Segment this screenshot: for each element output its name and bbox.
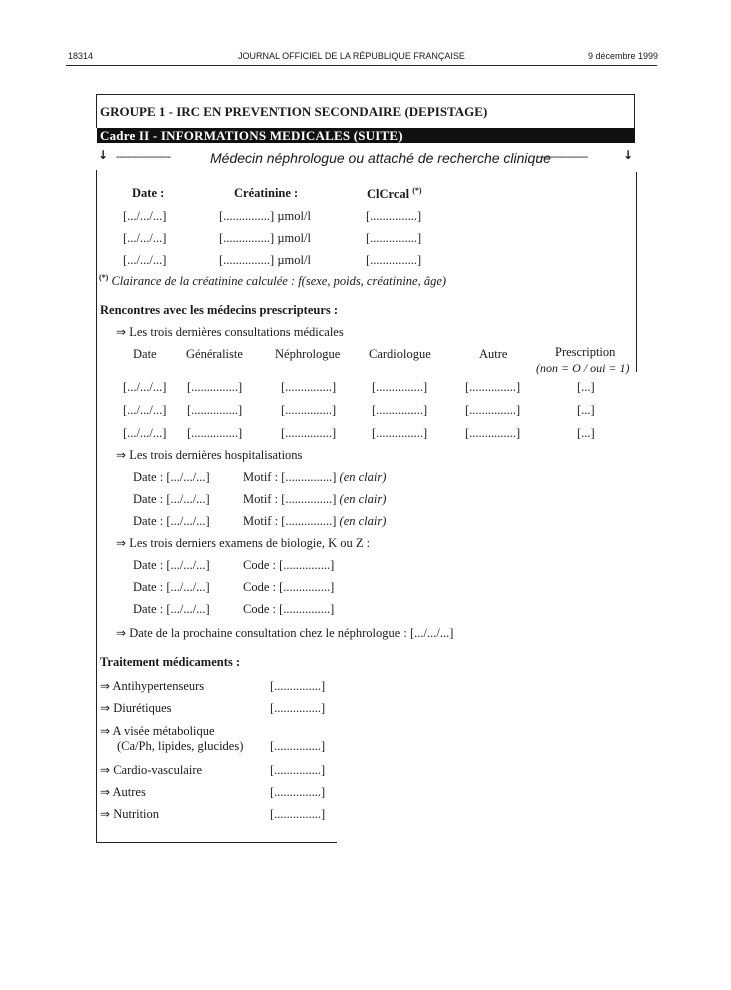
creat-unit: µmol/l [277, 253, 311, 267]
creat-unit: µmol/l [277, 231, 311, 245]
consult-date-1[interactable]: [.../.../...] [123, 380, 167, 394]
frame-left-border [96, 170, 97, 842]
hospitalisations-label: Les trois dernières hospitalisations [129, 448, 303, 462]
clcrcal-value-1[interactable]: [...............] [366, 209, 422, 223]
creat-date-3[interactable]: [.../.../...] [123, 253, 167, 267]
clcrcal-value-3[interactable]: [...............] [366, 253, 422, 267]
box-top-border [96, 94, 635, 95]
issue-date: 9 décembre 1999 [588, 51, 659, 61]
clcrcal-header [367, 186, 422, 202]
hosp-motif-field[interactable]: Motif : [...............] [243, 470, 337, 484]
consultations-heading [116, 325, 344, 340]
hosp-date-1[interactable]: Date : [.../.../...] [133, 470, 210, 484]
creat-date-2[interactable]: [.../.../...] [123, 231, 167, 245]
consult-prescription-1[interactable]: [...] [577, 380, 595, 394]
frame-right-border [636, 172, 637, 372]
date-header: Date : [132, 186, 165, 200]
traitement-label: Nutrition [113, 807, 160, 821]
creat-field[interactable]: [...............] [219, 231, 275, 245]
hosp-motif-1[interactable] [243, 470, 386, 485]
double-arrow-icon: ⇒ [100, 807, 111, 821]
traitement-label: Autres [112, 785, 146, 799]
rencontres-title: Rencontres avec les médecins prescripteurs : [100, 303, 339, 317]
creat-value-3[interactable] [219, 253, 311, 268]
traitement-item-antihypertenseurs [100, 679, 204, 694]
hosp-motif-3[interactable] [243, 514, 386, 529]
journal-title: JOURNAL OFFICIEL DE LA RÉPUBLIQUE FRANÇAISE [238, 51, 465, 61]
creat-date-1[interactable]: [.../.../...] [123, 209, 167, 223]
hosp-note: (en clair) [339, 492, 387, 506]
consult-generaliste-1[interactable]: [...............] [187, 380, 243, 394]
down-arrow-icon: ↓ [623, 148, 634, 162]
traitement-field-2[interactable]: [...............] [270, 701, 326, 715]
double-arrow-icon: ⇒ [100, 785, 111, 799]
traitement-label: Cardio-vasculaire [113, 763, 203, 777]
double-arrow-icon: ⇒ [116, 448, 127, 462]
double-arrow-icon: ⇒ [100, 701, 111, 715]
bio-code-3[interactable]: Code : [...............] [243, 602, 335, 616]
down-arrow-icon: ↓ [98, 148, 109, 162]
traitement-sublabel: (Ca/Ph, lipides, glucides) [117, 739, 244, 753]
traitement-item-diuretiques [100, 701, 172, 716]
creatinine-header: Créatinine : [234, 186, 299, 200]
consultations-label: Les trois dernières consultations médicales [129, 325, 344, 339]
col-date: Date [133, 347, 157, 361]
double-arrow-icon: ⇒ [116, 325, 127, 339]
traitement-label: Diurétiques [113, 701, 172, 715]
consult-autre-2[interactable]: [...............] [465, 403, 521, 417]
creat-field[interactable]: [...............] [219, 253, 275, 267]
double-arrow-icon: ⇒ [100, 763, 111, 777]
consult-prescription-2[interactable]: [...] [577, 403, 595, 417]
hosp-motif-2[interactable] [243, 492, 386, 507]
col-cardiologue: Cardiologue [369, 347, 431, 361]
hosp-date-3[interactable]: Date : [.../.../...] [133, 514, 210, 528]
double-arrow-icon: ⇒ [100, 724, 111, 738]
traitement-label: Antihypertenseurs [112, 679, 205, 693]
consult-autre-1[interactable]: [...............] [465, 380, 521, 394]
creat-unit: µmol/l [277, 209, 311, 223]
consult-autre-3[interactable]: [...............] [465, 426, 521, 440]
traitement-item-cardio [100, 763, 202, 778]
header-rule [66, 65, 657, 66]
groupe-title: GROUPE 1 - IRC EN PREVENTION SECONDAIRE (DEPISTAGE) [100, 104, 488, 119]
prochaine-label[interactable]: Date de la prochaine consultation chez le néphrologue : [.../.../...] [129, 626, 454, 640]
hosp-note: (en clair) [339, 514, 387, 528]
consult-date-3[interactable]: [.../.../...] [123, 426, 167, 440]
col-prescription: Prescription [555, 345, 616, 359]
consult-generaliste-3[interactable]: [...............] [187, 426, 243, 440]
consult-nephrologue-1[interactable]: [...............] [281, 380, 337, 394]
bio-code-1[interactable]: Code : [...............] [243, 558, 335, 572]
traitement-field-6[interactable]: [...............] [270, 807, 326, 821]
creat-value-2[interactable] [219, 231, 311, 246]
box-left-border [96, 94, 97, 128]
biologie-label: Les trois derniers examens de biologie, K ou Z : [129, 536, 371, 550]
bio-date-3[interactable]: Date : [.../.../...] [133, 602, 210, 616]
clcrcal-label: ClCrcal [367, 187, 410, 202]
traitement-field-4[interactable]: [...............] [270, 763, 326, 777]
double-arrow-icon: ⇒ [100, 679, 111, 693]
traitement-field-3[interactable]: [...............] [270, 739, 326, 753]
consult-cardiologue-3[interactable]: [...............] [372, 426, 428, 440]
hospitalisations-heading [116, 448, 302, 463]
col-generaliste: Généraliste [186, 347, 243, 361]
hosp-note: (en clair) [339, 470, 387, 484]
col-prescription-note: (non = O / oui = 1) [536, 361, 630, 375]
consult-nephrologue-2[interactable]: [...............] [281, 403, 337, 417]
cadre-title: Cadre II - INFORMATIONS MEDICALES (SUITE) [97, 128, 635, 143]
consult-date-2[interactable]: [.../.../...] [123, 403, 167, 417]
traitement-label: A visée métabolique [112, 724, 215, 738]
hosp-motif-field[interactable]: Motif : [...............] [243, 514, 337, 528]
footnote-mark: (*) [99, 273, 109, 282]
creat-field[interactable]: [...............] [219, 209, 275, 223]
creat-value-1[interactable] [219, 209, 311, 224]
page-number: 18314 [68, 51, 94, 61]
consult-cardiologue-1[interactable]: [...............] [372, 380, 428, 394]
double-arrow-icon: ⇒ [116, 536, 127, 550]
col-autre: Autre [479, 347, 508, 361]
footnote [99, 273, 446, 289]
bio-date-1[interactable]: Date : [.../.../...] [133, 558, 210, 572]
traitement-title: Traitement médicaments : [100, 655, 241, 669]
bio-date-2[interactable]: Date : [.../.../...] [133, 580, 210, 594]
double-arrow-icon: ⇒ [116, 626, 127, 640]
prochaine-consultation[interactable] [116, 626, 453, 641]
col-nephrologue: Néphrologue [275, 347, 341, 361]
biologie-heading [116, 536, 370, 551]
frame-bottom-border [96, 842, 337, 843]
medecin-label: Médecin néphrologue ou attaché de recherche clinique [210, 150, 551, 166]
traitement-item-nutrition [100, 807, 159, 822]
consult-cardiologue-2[interactable]: [...............] [372, 403, 428, 417]
consult-generaliste-2[interactable]: [...............] [187, 403, 243, 417]
dashes-left: ------------------- [116, 151, 171, 163]
box-right-border [634, 94, 635, 128]
bio-code-2[interactable]: Code : [...............] [243, 580, 335, 594]
consult-prescription-3[interactable]: [...] [577, 426, 595, 440]
clcrcal-value-2[interactable]: [...............] [366, 231, 422, 245]
dashes-right: ------------------ [536, 151, 588, 163]
consult-nephrologue-3[interactable]: [...............] [281, 426, 337, 440]
traitement-field-5[interactable]: [...............] [270, 785, 326, 799]
footnote-text: Clairance de la créatinine calculée : f(sexe, poids, créatinine, âge) [111, 274, 447, 289]
traitement-item-metabolique [100, 724, 215, 739]
traitement-item-autres [100, 785, 146, 800]
hosp-date-2[interactable]: Date : [.../.../...] [133, 492, 210, 506]
hosp-motif-field[interactable]: Motif : [...............] [243, 492, 337, 506]
traitement-field-1[interactable]: [...............] [270, 679, 326, 693]
clcrcal-note-mark: (*) [412, 186, 422, 195]
